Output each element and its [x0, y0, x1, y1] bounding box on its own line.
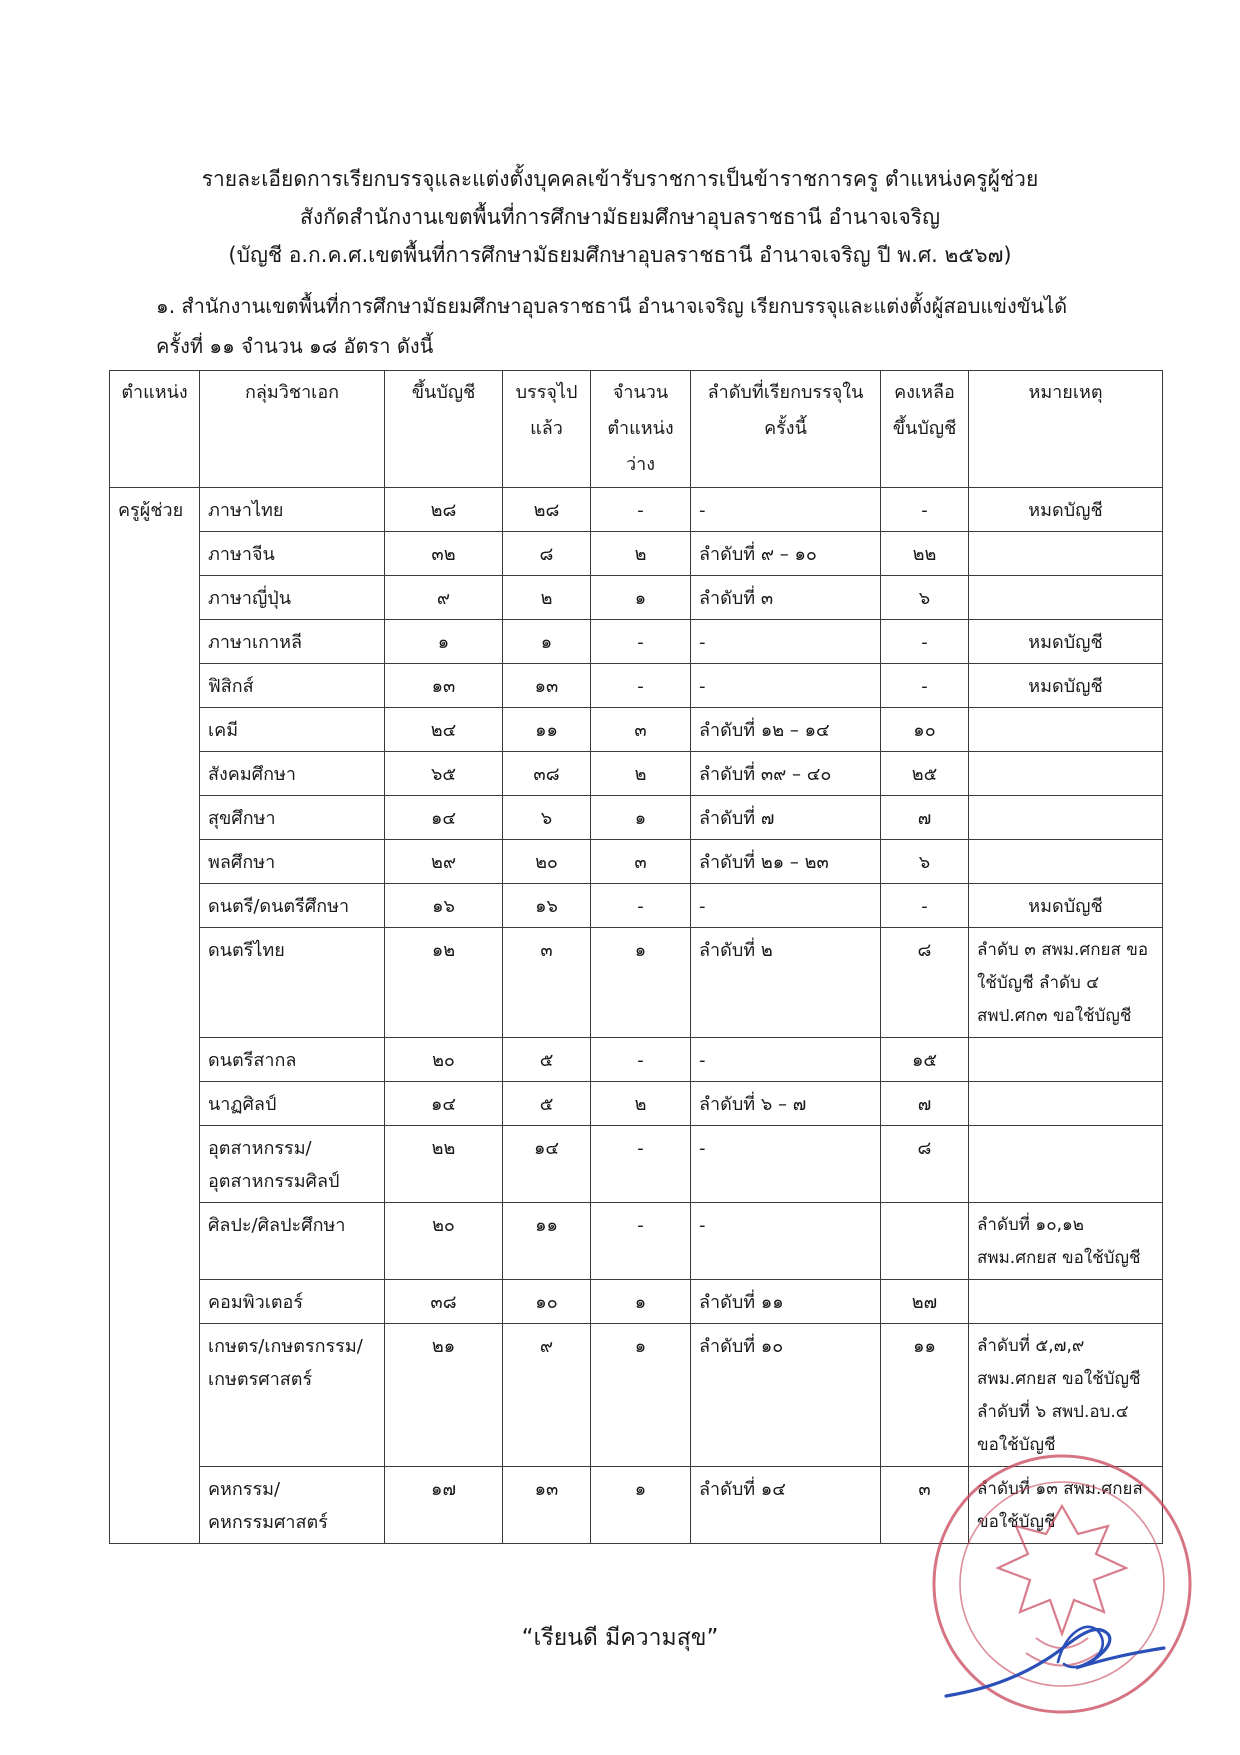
- remaining-cell: ๒๕: [881, 752, 969, 796]
- vacant-cell: ๓: [591, 708, 691, 752]
- position-cell: ครูผู้ช่วย: [110, 488, 200, 1544]
- major-cell: สุขศึกษา: [200, 796, 385, 840]
- table-row: [110, 1038, 1163, 1082]
- remaining-cell: -: [881, 884, 969, 928]
- remark-cell: ลำดับที่ ๑๐,๑๒ สพม.ศกยส ขอใช้บัญชี: [969, 1203, 1163, 1280]
- order-cell: -: [691, 884, 881, 928]
- intro-line-1: ๑. สำนักงานเขตพื้นที่การศึกษามัธยมศึกษาอุบลราชธานี อำนาจเจริญ เรียกบรรจุและแต่งตั้งผู้สอบแข่งขันได้: [156, 294, 1068, 318]
- table-header-row: [110, 371, 1163, 488]
- remark-cell: ลำดับที่ ๕,๗,๙ สพม.ศกยส ขอใช้บัญชี ลำดับที่ ๖ สพป.อบ.๔ ขอใช้บัญชี: [969, 1324, 1163, 1467]
- major-cell: เคมี: [200, 708, 385, 752]
- listed-cell: ๓๒: [385, 532, 503, 576]
- heading-line-3: (บัญชี อ.ก.ค.ศ.เขตพื้นที่การศึกษามัธยมศึกษาอุบลราชธานี อำนาจเจริญ ปี พ.ศ. ๒๕๖๗): [228, 243, 1012, 267]
- header-appointed: บรรจุไปแล้ว: [503, 371, 591, 488]
- vacant-cell: -: [591, 1203, 691, 1280]
- remark-cell: ลำดับ ๓ สพม.ศกยส ขอใช้บัญชี ลำดับ ๔ สพป.ศก๓ ขอใช้บัญชี: [969, 928, 1163, 1038]
- table-row: [110, 884, 1163, 928]
- table-row: [110, 796, 1163, 840]
- remark-cell: [969, 532, 1163, 576]
- vacant-cell: -: [591, 664, 691, 708]
- major-cell: ภาษาเกาหลี: [200, 620, 385, 664]
- major-cell: ฟิสิกส์: [200, 664, 385, 708]
- appointed-cell: ๑๓: [503, 1467, 591, 1544]
- remark-cell: หมดบัญชี: [969, 488, 1163, 532]
- table-row: [110, 840, 1163, 884]
- vacant-cell: -: [591, 884, 691, 928]
- major-cell: สังคมศึกษา: [200, 752, 385, 796]
- remaining-cell: -: [881, 664, 969, 708]
- major-cell: อุตสาหกรรม/อุตสาหกรรมศิลป์: [200, 1126, 385, 1203]
- major-cell: นาฏศิลป์: [200, 1082, 385, 1126]
- appointed-cell: ๒: [503, 576, 591, 620]
- remaining-cell: ๑๕: [881, 1038, 969, 1082]
- remark-cell: หมดบัญชี: [969, 664, 1163, 708]
- motto: “เรียนดี มีความสุข”: [521, 1625, 719, 1651]
- order-cell: ลำดับที่ ๑๒ – ๑๔: [691, 708, 881, 752]
- appointed-cell: ๑๑: [503, 708, 591, 752]
- order-cell: ลำดับที่ ๑๔: [691, 1467, 881, 1544]
- appointed-cell: ๕: [503, 1082, 591, 1126]
- remaining-cell: ๑๑: [881, 1324, 969, 1467]
- major-cell: ดนตรีไทย: [200, 928, 385, 1038]
- vacant-cell: ๒: [591, 1082, 691, 1126]
- order-cell: ลำดับที่ ๒: [691, 928, 881, 1038]
- listed-cell: ๓๘: [385, 1280, 503, 1324]
- appointed-cell: ๑: [503, 620, 591, 664]
- vacant-cell: ๓: [591, 840, 691, 884]
- header-position: ตำแหน่ง: [110, 371, 200, 488]
- listed-cell: ๖๕: [385, 752, 503, 796]
- order-cell: ลำดับที่ ๗: [691, 796, 881, 840]
- table-row: [110, 1082, 1163, 1126]
- order-cell: ลำดับที่ ๖ – ๗: [691, 1082, 881, 1126]
- intro-paragraph: [156, 286, 1156, 366]
- vacant-cell: ๒: [591, 752, 691, 796]
- listed-cell: ๑: [385, 620, 503, 664]
- appointed-cell: ๑๔: [503, 1126, 591, 1203]
- vacant-cell: ๑: [591, 1324, 691, 1467]
- remaining-cell: ๘: [881, 1126, 969, 1203]
- table-row: [110, 1324, 1163, 1467]
- appointed-cell: ๑๓: [503, 664, 591, 708]
- appointed-cell: ๙: [503, 1324, 591, 1467]
- remaining-cell: -: [881, 620, 969, 664]
- listed-cell: ๒๘: [385, 488, 503, 532]
- remaining-cell: [881, 1203, 969, 1280]
- heading-line-2: สังกัดสำนักงานเขตพื้นที่การศึกษามัธยมศึกษาอุบลราชธานี อำนาจเจริญ: [300, 205, 940, 229]
- vacant-cell: ๑: [591, 1467, 691, 1544]
- header-order: ลำดับที่เรียกบรรจุในครั้งนี้: [691, 371, 881, 488]
- remark-cell: [969, 1082, 1163, 1126]
- listed-cell: ๑๒: [385, 928, 503, 1038]
- intro-line-2: ครั้งที่ ๑๑ จำนวน ๑๘ อัตรา ดังนี้: [156, 334, 434, 358]
- major-cell: คอมพิวเตอร์: [200, 1280, 385, 1324]
- table-row: [110, 928, 1163, 1038]
- major-cell: ศิลปะ/ศิลปะศึกษา: [200, 1203, 385, 1280]
- vacant-cell: ๑: [591, 576, 691, 620]
- listed-cell: ๑๗: [385, 1467, 503, 1544]
- table-row: [110, 1203, 1163, 1280]
- listed-cell: ๑๔: [385, 1082, 503, 1126]
- table-row: [110, 752, 1163, 796]
- order-cell: -: [691, 1038, 881, 1082]
- table-row: [110, 1126, 1163, 1203]
- official-seal-icon: [926, 1448, 1198, 1720]
- table-row: [110, 532, 1163, 576]
- document-heading: [0, 160, 1240, 274]
- remark-cell: [969, 1280, 1163, 1324]
- remaining-cell: ๑๐: [881, 708, 969, 752]
- remark-cell: หมดบัญชี: [969, 620, 1163, 664]
- appointment-table: [109, 370, 1163, 1544]
- table-row: [110, 1280, 1163, 1324]
- remark-cell: [969, 1126, 1163, 1203]
- vacant-cell: -: [591, 620, 691, 664]
- remaining-cell: ๘: [881, 928, 969, 1038]
- major-cell: ภาษาไทย: [200, 488, 385, 532]
- major-cell: พลศึกษา: [200, 840, 385, 884]
- order-cell: -: [691, 620, 881, 664]
- major-cell: ภาษาจีน: [200, 532, 385, 576]
- remark-cell: [969, 1038, 1163, 1082]
- appointed-cell: ๑๖: [503, 884, 591, 928]
- order-cell: -: [691, 664, 881, 708]
- vacant-cell: ๑: [591, 928, 691, 1038]
- remaining-cell: ๗: [881, 1082, 969, 1126]
- order-cell: -: [691, 488, 881, 532]
- header-major: กลุ่มวิชาเอก: [200, 371, 385, 488]
- header-listed: ขึ้นบัญชี: [385, 371, 503, 488]
- order-cell: ลำดับที่ ๓: [691, 576, 881, 620]
- vacant-cell: ๑: [591, 796, 691, 840]
- remark-cell: [969, 708, 1163, 752]
- appointed-cell: ๑๑: [503, 1203, 591, 1280]
- remaining-cell: ๗: [881, 796, 969, 840]
- major-cell: คหกรรม/คหกรรมศาสตร์: [200, 1467, 385, 1544]
- table-row: [110, 664, 1163, 708]
- appointed-cell: ๓: [503, 928, 591, 1038]
- vacant-cell: ๒: [591, 532, 691, 576]
- remark-cell: ลำดับที่ ๑๓ สพม.ศกยส ขอใช้บัญชี: [969, 1467, 1163, 1544]
- remaining-cell: ๖: [881, 840, 969, 884]
- listed-cell: ๒๒: [385, 1126, 503, 1203]
- remark-cell: หมดบัญชี: [969, 884, 1163, 928]
- listed-cell: ๒๙: [385, 840, 503, 884]
- listed-cell: ๑๖: [385, 884, 503, 928]
- header-remaining: คงเหลือขึ้นบัญชี: [881, 371, 969, 488]
- remaining-cell: ๓: [881, 1467, 969, 1544]
- appointed-cell: ๘: [503, 532, 591, 576]
- vacant-cell: -: [591, 1126, 691, 1203]
- remaining-cell: ๒๗: [881, 1280, 969, 1324]
- order-cell: ลำดับที่ ๒๑ – ๒๓: [691, 840, 881, 884]
- appointed-cell: ๒๘: [503, 488, 591, 532]
- table-row: [110, 708, 1163, 752]
- vacant-cell: ๑: [591, 1280, 691, 1324]
- appointed-cell: ๑๐: [503, 1280, 591, 1324]
- header-vacant: จำนวนตำแหน่งว่าง: [591, 371, 691, 488]
- listed-cell: ๒๑: [385, 1324, 503, 1467]
- appointed-cell: ๒๐: [503, 840, 591, 884]
- remaining-cell: ๖: [881, 576, 969, 620]
- remaining-cell: ๒๒: [881, 532, 969, 576]
- appointed-cell: ๖: [503, 796, 591, 840]
- order-cell: ลำดับที่ ๓๙ – ๔๐: [691, 752, 881, 796]
- appointed-cell: ๓๘: [503, 752, 591, 796]
- listed-cell: ๒๐: [385, 1203, 503, 1280]
- listed-cell: ๒๐: [385, 1038, 503, 1082]
- major-cell: ดนตรี/ดนตรีศึกษา: [200, 884, 385, 928]
- appointed-cell: ๕: [503, 1038, 591, 1082]
- table-row: [110, 620, 1163, 664]
- major-cell: เกษตร/เกษตรกรรม/เกษตรศาสตร์: [200, 1324, 385, 1467]
- order-cell: -: [691, 1126, 881, 1203]
- listed-cell: ๒๔: [385, 708, 503, 752]
- order-cell: -: [691, 1203, 881, 1280]
- heading-line-1: รายละเอียดการเรียกบรรจุและแต่งตั้งบุคคลเข้ารับราชการเป็นข้าราชการครู ตำแหน่งครูผู้ช่วย: [201, 167, 1039, 191]
- major-cell: ดนตรีสากล: [200, 1038, 385, 1082]
- order-cell: ลำดับที่ ๑๑: [691, 1280, 881, 1324]
- vacant-cell: -: [591, 488, 691, 532]
- listed-cell: ๑๓: [385, 664, 503, 708]
- header-remark: หมายเหตุ: [969, 371, 1163, 488]
- order-cell: ลำดับที่ ๙ – ๑๐: [691, 532, 881, 576]
- remark-cell: [969, 576, 1163, 620]
- remark-cell: [969, 796, 1163, 840]
- table-row: [110, 576, 1163, 620]
- listed-cell: ๙: [385, 576, 503, 620]
- remaining-cell: -: [881, 488, 969, 532]
- major-cell: ภาษาญี่ปุ่น: [200, 576, 385, 620]
- order-cell: ลำดับที่ ๑๐: [691, 1324, 881, 1467]
- remark-cell: [969, 752, 1163, 796]
- vacant-cell: -: [591, 1038, 691, 1082]
- remark-cell: [969, 840, 1163, 884]
- listed-cell: ๑๔: [385, 796, 503, 840]
- table-row: [110, 488, 1163, 532]
